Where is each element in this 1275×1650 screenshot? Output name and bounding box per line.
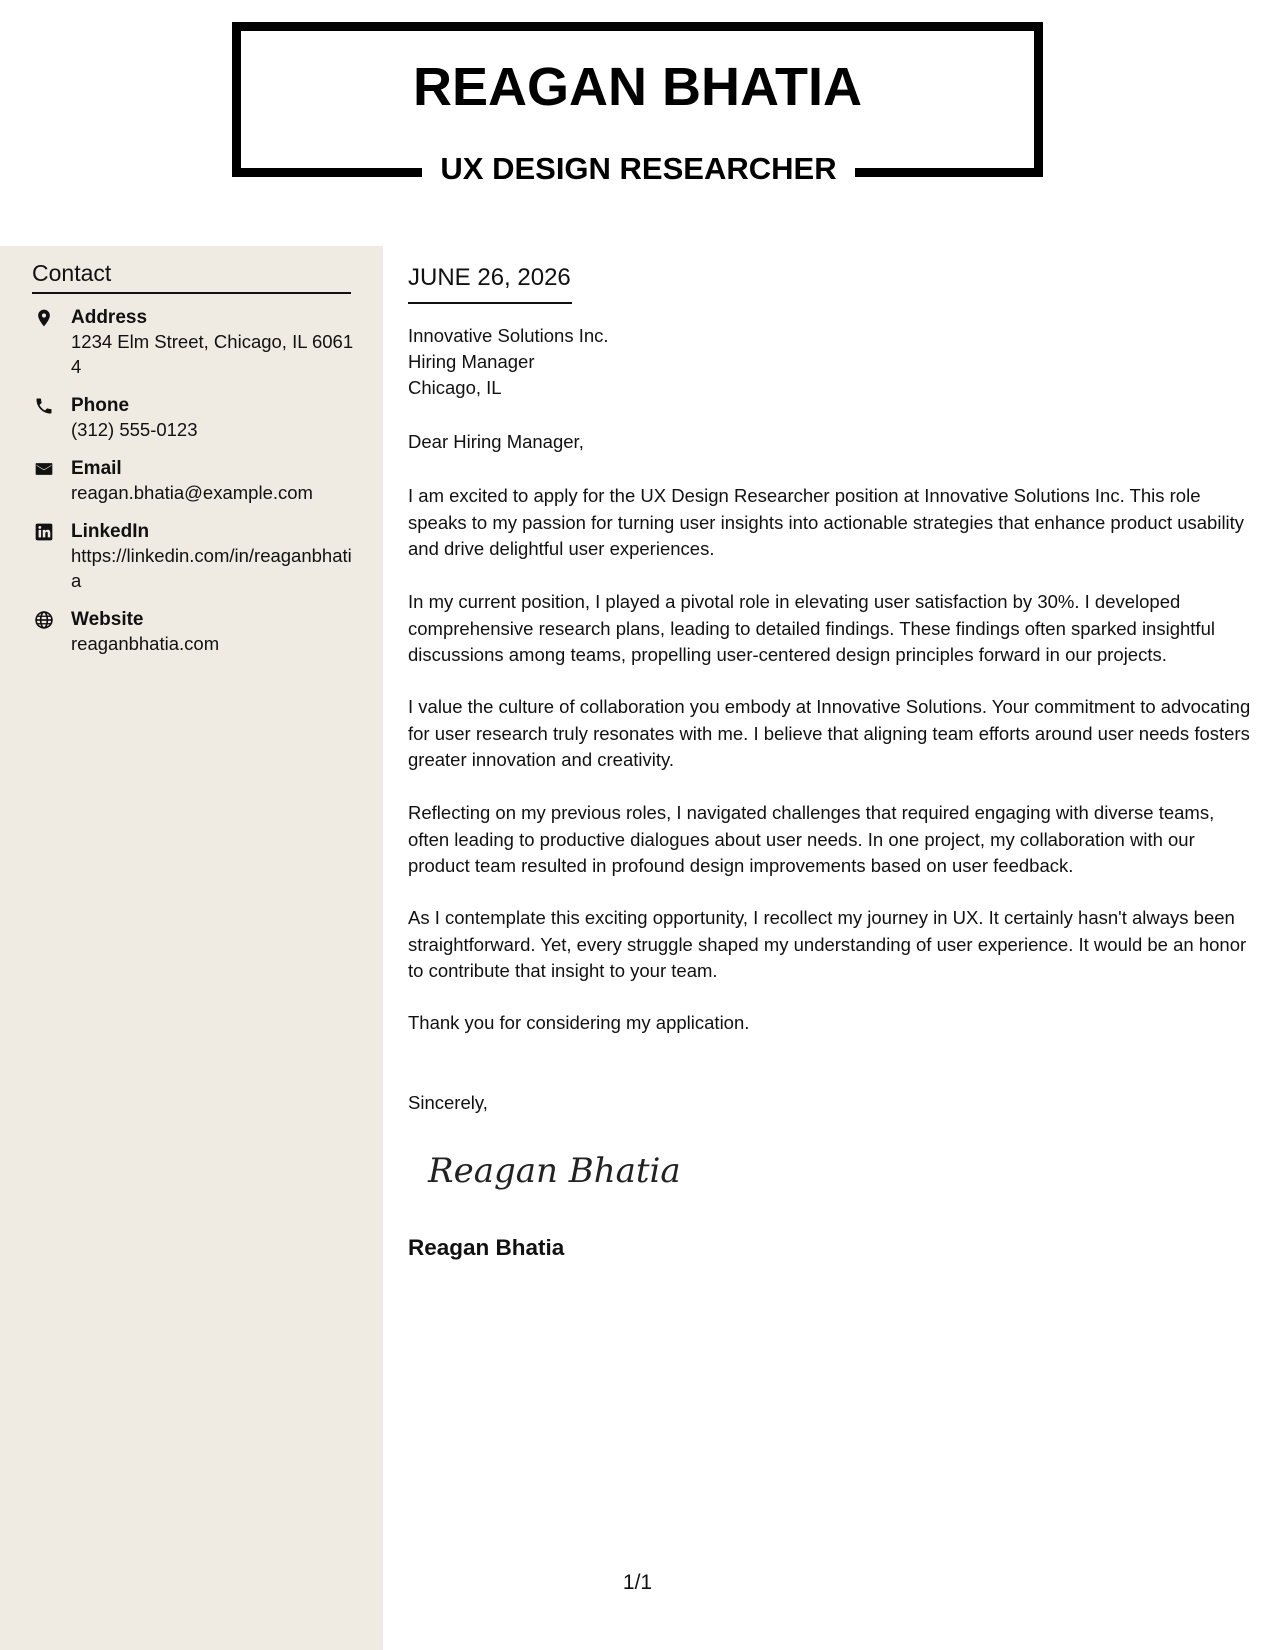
- contact-heading: Contact: [32, 260, 112, 286]
- contact-value: https://linkedin.com/in/reaganbhatia: [71, 545, 352, 591]
- map-pin-icon: [34, 308, 54, 328]
- letter-paragraph: In my current position, I played a pivotal role in elevating user satisfaction by 30%. I developed comprehensive research plans, leading to detailed findings. These findings often sparked insightful discussions among teams, propelling user-centered design principles forward in our projects.: [408, 591, 1215, 665]
- recipient-company: Innovative Solutions Inc.: [408, 325, 609, 346]
- contact-label: Email: [71, 458, 122, 479]
- contact-item-phone: [32, 394, 352, 443]
- letter-paragraph: I value the culture of collaboration you embody at Innovative Solutions. Your commitment to advocating for user research truly resonates with me. I believe that aligning team efforts around user needs fosters greater innovation and creativity.: [408, 696, 1251, 770]
- recipient-role: Hiring Manager: [408, 351, 535, 372]
- contact-value: reagan.bhatia@example.com: [71, 482, 313, 503]
- contact-divider: [32, 292, 351, 294]
- contact-item-address: [32, 306, 352, 379]
- header-frame-bottom-right: [855, 168, 1043, 177]
- recipient-location: Chicago, IL: [408, 377, 502, 398]
- contact-label: Phone: [71, 395, 130, 416]
- applicant-name: REAGAN BHATIA: [413, 57, 862, 117]
- signature-text: Reagan Bhatia: [428, 1151, 681, 1191]
- contact-label: Address: [71, 307, 148, 328]
- globe-icon: [34, 610, 54, 630]
- header-frame-bottom-left: [232, 168, 422, 177]
- phone-icon: [34, 396, 54, 416]
- closing: Sincerely,: [408, 1092, 488, 1113]
- recipient-block: [408, 323, 609, 401]
- contact-value: (312) 555-0123: [71, 419, 198, 440]
- job-title: UX DESIGN RESEARCHER: [440, 151, 837, 186]
- letter-date: JUNE 26, 2026: [408, 264, 571, 291]
- salutation: Dear Hiring Manager,: [408, 431, 584, 452]
- signed-name: Reagan Bhatia: [408, 1235, 565, 1260]
- contact-value: reaganbhatia.com: [71, 633, 220, 654]
- envelope-icon: [34, 459, 54, 479]
- date-divider: [408, 302, 572, 304]
- letter-paragraph: I am excited to apply for the UX Design Researcher position at Innovative Solutions Inc. This role speaks to my passion for turning user insights into actionable strategies that enhance product usability and drive delightful user experiences.: [408, 485, 1245, 559]
- page-number: 1/1: [622, 1571, 653, 1594]
- thanks-line: Thank you for considering my application.: [408, 1012, 750, 1033]
- contact-value: 1234 Elm Street, Chicago, IL 60614: [71, 331, 354, 377]
- contact-item-website: [32, 608, 352, 657]
- contact-label: Website: [71, 609, 144, 630]
- letter-paragraph: As I contemplate this exciting opportunity, I recollect my journey in UX. It certainly hasn't always been straightforward. Yet, every struggle shaped my understanding of user experience. It would be an honor to contribute that insight to your team.: [408, 907, 1247, 981]
- signature: [424, 1146, 684, 1196]
- contact-item-linkedin: [32, 520, 352, 593]
- linkedin-icon: [34, 522, 54, 542]
- letter-paragraph: Reflecting on my previous roles, I navigated challenges that required engaging with diverse teams, often leading to productive dialogues about user needs. In one project, my collaboration with our product team resulted in profound design improvements based on user feedback.: [408, 802, 1215, 876]
- contact-item-email: [32, 457, 352, 506]
- contact-label: LinkedIn: [71, 521, 150, 542]
